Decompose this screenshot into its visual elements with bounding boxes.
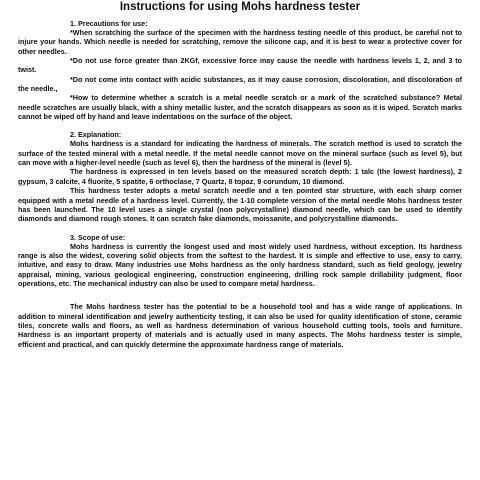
- section-heading-scope: 3. Scope of use:: [70, 232, 126, 242]
- paragraph: *Do not use force greater than 2KGf, excessive force may cause the needle with hardness levels 1, 2, and 3 to twist.: [18, 56, 462, 75]
- paragraph: Mohs hardness is currently the longest used and most widely used hardness, without exception. Its hardness range is also the widest, covering solid objects from the softest to the hardest. It is simple and effective to use, easy to carry, intuitive, and easy to draw. Many industries use Mohs hardness as the only hardness standard, such as field geology, jewelry appraisal, mining, various geological engineering, construction engineering, drilling rock sample drillability judgment, floor operations, etc. The mechanical industry can also be used to compare metal hardness.: [18, 241, 462, 288]
- paragraph: *Do not come into contact with acidic substances, as it may cause corrosion, discoloration, and discoloration of the needle.,: [18, 74, 462, 94]
- closing-paragraph: The Mohs hardness tester has the potential to be a household tool and has a wide range of applications. In addition to mineral identification and jewelry authenticity testing, it can also be used for quality identification of stone, ceramic tiles, concrete walls and floors, as well as hardness determination of various household cutting tools, tools and furniture. Hardness is an important property of materials and is actually used in many aspects. The Mohs hardness tester is simple, efficient and practical, and can quickly determine the approximate hardness range of materials.: [18, 302, 462, 349]
- paragraph: This hardness tester adopts a metal scratch needle and a ten pointed star structure, with each sharp corner equipped with a metal needle of a hardness level. Currently, the 1-10 complete version of the metal needle Mohs hardness tester has been launched. The 10 level uses a single crystal (non polycrystalline) diamond needle, which can be used to identify diamonds and diamond rough stones. It can scratch fake diamonds, moissanite, and polycrystalline diamonds.: [18, 186, 462, 224]
- section-heading-explanation: 2. Explanation:: [70, 130, 122, 140]
- paragraph: The hardness is expressed in ten levels based on the measured scratch depth: 1 talc (the lowest hardness), 2 gypsum, 3 calcite, 4 fluorite, 5 spatite, 6 orthoclase, 7 Quartz, 8 topaz, 9 corundum, 10 diamond.: [18, 167, 462, 186]
- section-heading-precautions: 1. Precautions for use:: [70, 19, 148, 28]
- paragraph: *When scratching the surface of the specimen with the hardness testing needle of this product, be careful not to injure your hands. Which needle is needed for scratching, remove the silicone cap, and it is best to wear a protective cover for other needles.: [18, 28, 462, 56]
- paragraph: *How to determine whether a scratch is a metal needle scratch or a mark of the scratched substance? Metal needle scratches are usually black, with a shiny metallic luster, and the scratch disappears as soon as it is wiped. Scratch marks cannot be wiped off by hand and leave indentations on the surface of the object.: [18, 93, 462, 122]
- page-title: Instructions for using Mohs hardness tester: [119, 1, 361, 13]
- paragraph: Mohs hardness is a standard for indicating the hardness of minerals. The scratch method is used to scratch the surface of the tested mineral with a metal needle. If the metal needle cannot move on the mineral surface (such as level 5), but can move with a higher-level needle (such as level 6), then the hardness of the mineral is (level 5).: [18, 139, 462, 168]
